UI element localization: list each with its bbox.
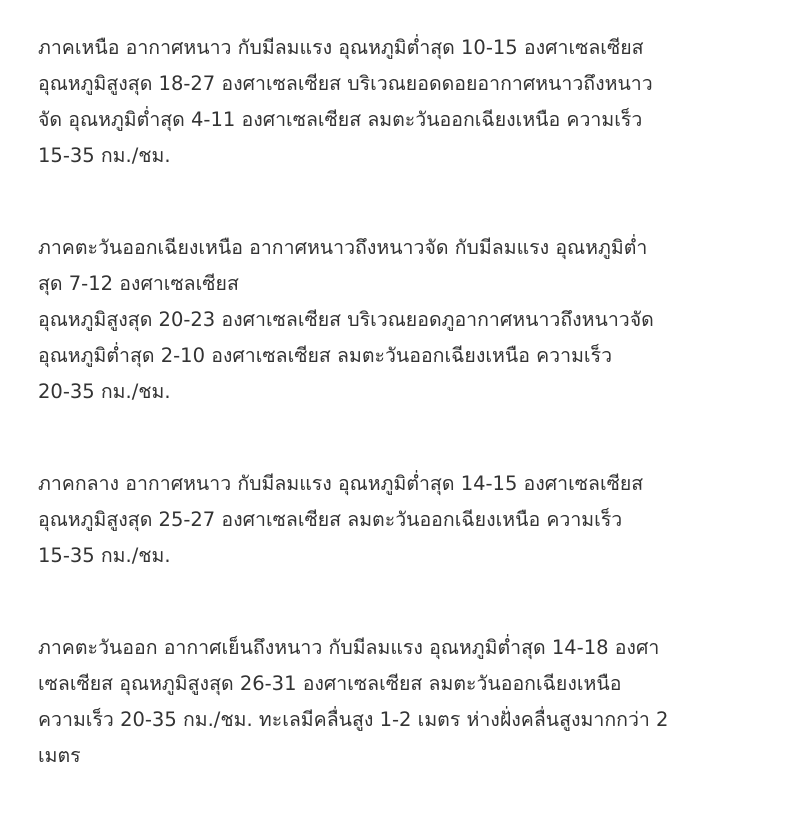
text-line: 20-35 กม./ชม. xyxy=(38,380,171,403)
region-northeast-paragraph xyxy=(38,230,778,410)
text-line: อุณหภูมิสูงสุด 20-23 องศาเซลเซียส บริเวณยอดภูอากาศหนาวถึงหนาวจัด xyxy=(38,308,654,331)
text-line: ภาคเหนือ อากาศหนาว กับมีลมแรง อุณหภูมิต่ำสุด 10-15 องศาเซลเซียส xyxy=(38,36,644,59)
text-line: เมตร xyxy=(38,744,81,767)
text-line: 15-35 กม./ชม. xyxy=(38,544,171,567)
text-line: อุณหภูมิต่ำสุด 2-10 องศาเซลเซียส ลมตะวันออกเฉียงเหนือ ความเร็ว xyxy=(38,344,613,367)
text-line: อุณหภูมิสูงสุด 25-27 องศาเซลเซียส ลมตะวันออกเฉียงเหนือ ความเร็ว xyxy=(38,508,623,531)
text-line: อุณหภูมิสูงสุด 18-27 องศาเซลเซียส บริเวณยอดดอยอากาศหนาวถึงหนาว xyxy=(38,72,653,95)
text-line: เซลเซียส อุณหภูมิสูงสุด 26-31 องศาเซลเซียส ลมตะวันออกเฉียงเหนือ xyxy=(38,672,622,695)
region-central-paragraph xyxy=(38,466,778,574)
text-line: 15-35 กม./ชม. xyxy=(38,144,171,167)
text-line: ภาคตะวันออก อากาศเย็นถึงหนาว กับมีลมแรง อุณหภูมิต่ำสุด 14-18 องศา xyxy=(38,636,660,659)
region-east-paragraph xyxy=(38,630,778,774)
text-line: สุด 7-12 องศาเซลเซียส xyxy=(38,272,239,295)
text-line: ความเร็ว 20-35 กม./ชม. ทะเลมีคลื่นสูง 1-2 เมตร ห่างฝั่งคลื่นสูงมากกว่า 2 xyxy=(38,708,669,731)
text-line: ภาคกลาง อากาศหนาว กับมีลมแรง อุณหภูมิต่ำสุด 14-15 องศาเซลเซียส xyxy=(38,472,644,495)
region-north-paragraph xyxy=(38,30,778,174)
text-line: ภาคตะวันออกเฉียงเหนือ อากาศหนาวถึงหนาวจัด กับมีลมแรง อุณหภูมิต่ำ xyxy=(38,236,648,259)
weather-forecast-article xyxy=(38,30,778,830)
text-line: จัด อุณหภูมิต่ำสุด 4-11 องศาเซลเซียส ลมตะวันออกเฉียงเหนือ ความเร็ว xyxy=(38,108,643,131)
